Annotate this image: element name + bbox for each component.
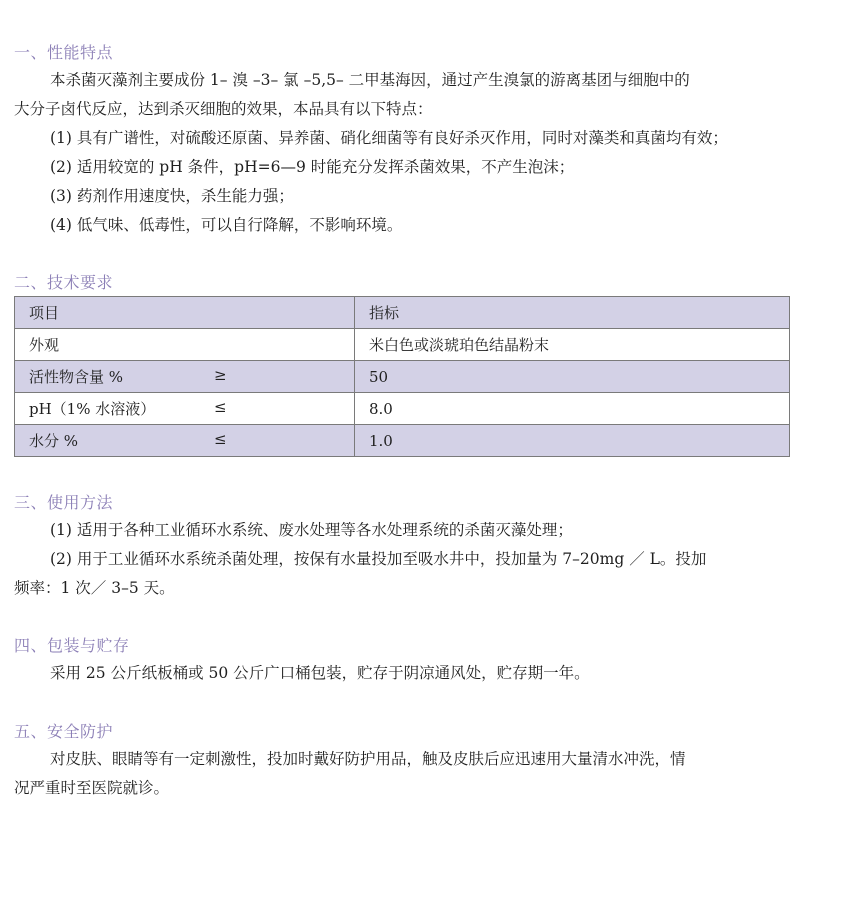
usage-block: [14, 516, 794, 603]
table-cell-value: 米白色或淡琥珀色结晶粉末: [355, 329, 790, 361]
table-row: [15, 329, 790, 361]
usage-item2-line2: 频率：1 次／ 3–5 天。: [14, 579, 175, 597]
item-label: 活性物含量 %: [29, 368, 124, 386]
item-label: 外观: [29, 336, 60, 354]
safety-line1: 对皮肤、眼睛等有一定刺激性，投加时戴好防护用品，触及皮肤后应迅速用大量清水冲洗，情: [50, 750, 686, 768]
item-label: 水分 %: [29, 432, 79, 450]
table-cell-item: [15, 393, 355, 425]
table-row: [15, 425, 790, 457]
section-title-tech: 二、技术要求: [14, 273, 114, 292]
table-row: [15, 361, 790, 393]
table-header-item: 项目: [15, 297, 355, 329]
table-cell-item: [15, 361, 355, 393]
packaging-text: 采用 25 公斤纸板桶或 50 公斤广口桶包装，贮存于阴凉通风处，贮存期一年。: [50, 664, 590, 682]
table-cell-value: 50: [355, 361, 790, 393]
features-item: (4) 低气味、低毒性，可以自行降解，不影响环境。: [50, 216, 403, 234]
features-item: (1) 具有广谱性，对硫酸还原菌、异养菌、硝化细菌等有良好杀灭作用，同时对藻类和真菌均有效；: [50, 129, 728, 147]
item-symbol: [214, 334, 344, 355]
features-intro-line1: 本杀菌灭藻剂主要成份 1– 溴 –3– 氯 –5,5– 二甲基海因，通过产生溴氯的游离基团与细胞中的: [50, 71, 690, 89]
table-row: [15, 393, 790, 425]
section-title-features: 一、性能特点: [14, 43, 114, 62]
usage-item1: (1) 适用于各种工业循环水系统、废水处理等各水处理系统的杀菌灭藻处理；: [50, 521, 573, 539]
safety-block: [14, 745, 794, 803]
item-symbol: ≤: [214, 398, 227, 416]
section-title-packaging: 四、包装与贮存: [14, 636, 130, 655]
features-item: (3) 药剂作用速度快，杀生能力强；: [50, 187, 294, 205]
packaging-block: [14, 659, 794, 688]
table-cell-value: 1.0: [355, 425, 790, 457]
spec-table: [14, 296, 790, 457]
item-symbol: ≤: [214, 430, 227, 448]
table-header-row: [15, 297, 790, 329]
usage-item2-line1: (2) 用于工业循环水系统杀菌处理，按保有水量投加至吸水井中，投加量为 7–20mg ／ L。投加: [50, 550, 707, 568]
features-block: [14, 66, 794, 240]
table-cell-value: 8.0: [355, 393, 790, 425]
section-title-usage: 三、使用方法: [14, 493, 114, 512]
table-cell-item: [15, 425, 355, 457]
features-item: (2) 适用较宽的 pH 条件，pH=6—9 时能充分发挥杀菌效果，不产生泡沫；: [50, 158, 575, 176]
safety-line2: 况严重时至医院就诊。: [14, 779, 170, 797]
features-intro-line2: 大分子卤代反应，达到杀灭细胞的效果，本品具有以下特点：: [14, 100, 433, 118]
item-symbol: ≥: [214, 366, 227, 384]
item-label: pH（1% 水溶液）: [29, 400, 156, 418]
table-header-value: 指标: [355, 297, 790, 329]
section-title-safety: 五、安全防护: [14, 722, 114, 741]
table-cell-item: [15, 329, 355, 361]
